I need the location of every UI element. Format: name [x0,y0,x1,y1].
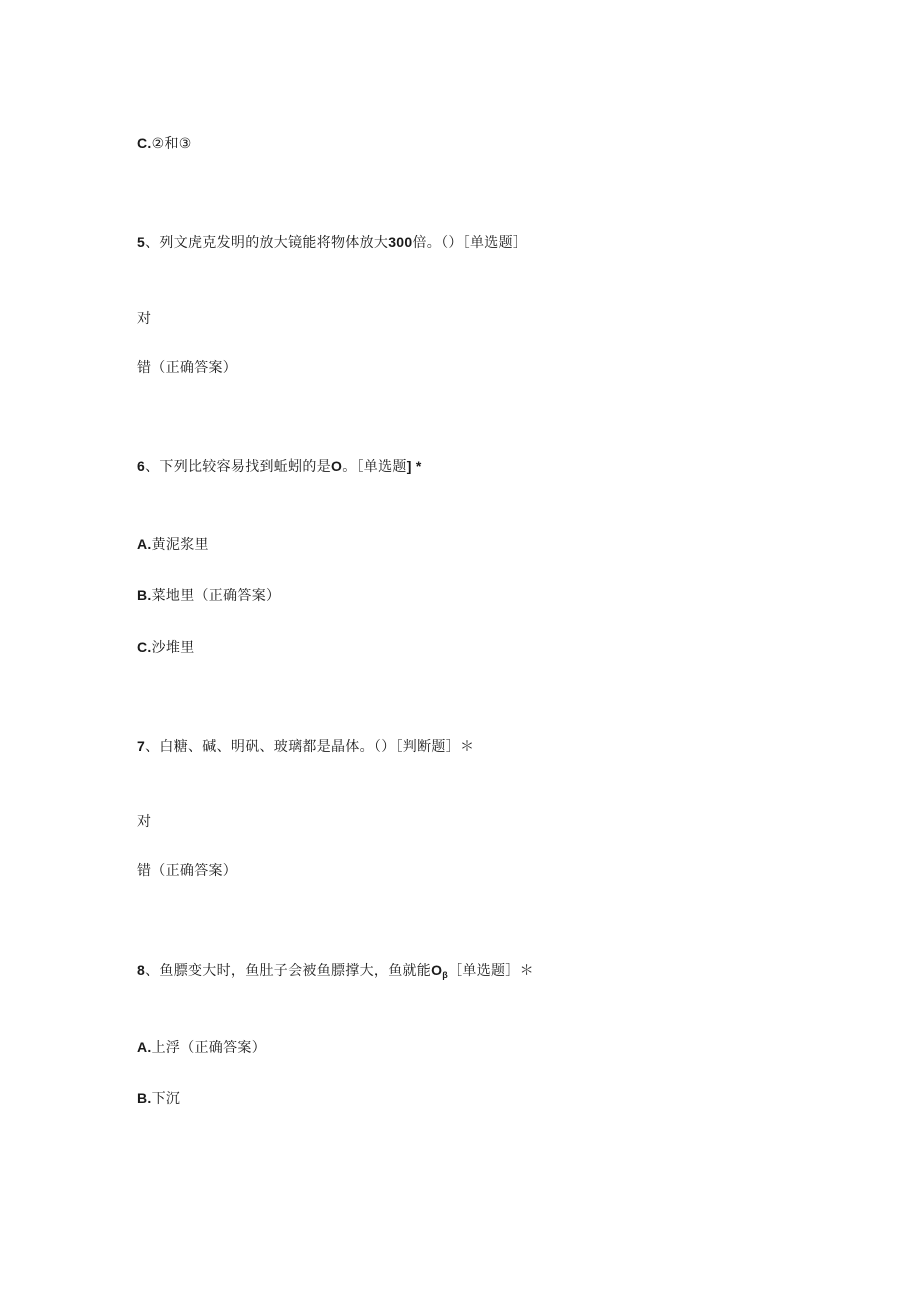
question-number: 6 [137,458,146,474]
option-text: 对 [137,311,152,327]
answer-true-q7 [137,813,151,831]
question-blank: O [431,962,443,978]
question-text: 、下列比较容易找到蚯蚓的是 [145,459,331,475]
question-text: 、白糖、碱、明矾、玻璃都是晶体。（）［判断题］＊ [145,739,475,755]
option-text: 沙堆里 [151,640,195,656]
question-8 [137,961,534,984]
option-label: B. [137,1090,152,1106]
answer-false-q5 [137,359,237,377]
option-c-q6 [137,638,195,657]
question-required-mark: ] * [406,458,422,474]
option-text: 错（正确答案） [137,360,238,376]
option-text: 上浮（正确答案） [151,1040,267,1056]
option-label: B. [137,587,152,603]
question-6 [137,457,422,476]
question-number-value: 300 [388,234,413,250]
option-a-q6 [137,535,209,554]
option-a-q8 [137,1038,266,1057]
question-text-end: ［单选题］＊ [448,963,534,979]
answer-true-q5 [137,310,151,328]
question-number: 5 [137,234,146,250]
option-text: 黄泥浆里 [151,537,209,553]
question-blank: O [331,458,343,474]
option-label: A. [137,1039,152,1055]
option-label: C. [137,639,152,655]
option-text: 下沉 [151,1091,181,1107]
option-text: 错（正确答案） [137,863,238,879]
option-label: C. [137,135,152,151]
question-text: 、鱼膘变大时，鱼肚子会被鱼膘撑大，鱼就能 [145,963,432,979]
option-b-q6 [137,586,280,605]
question-text-end: 倍。（）［单选题］ [412,235,528,251]
option-b-q8 [137,1089,180,1108]
question-number: 7 [137,738,146,754]
option-text: ②和③ [151,136,192,152]
option-c-q4 [137,134,192,153]
question-blank-subscript: β [442,970,449,980]
question-number: 8 [137,962,146,978]
option-text: 菜地里（正确答案） [151,588,281,604]
question-text-end: 。［单选题 [342,459,407,475]
option-text: 对 [137,814,152,830]
question-text: 、列文虎克发明的放大镜能将物体放大 [145,235,389,251]
question-7 [137,737,474,756]
question-5 [137,233,527,252]
answer-false-q7 [137,862,237,880]
option-label: A. [137,536,152,552]
